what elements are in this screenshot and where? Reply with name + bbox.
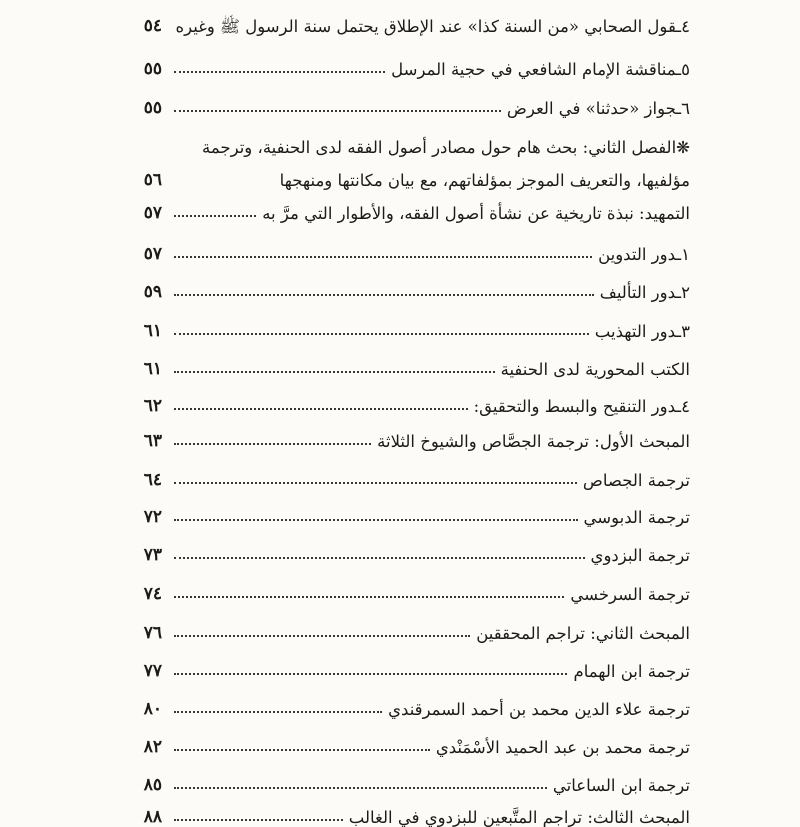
toc-entry — [168, 727, 690, 757]
toc-dot-leader — [174, 673, 567, 675]
toc-entry-title: ٥ـمناقشة الإمام الشافعي في حجية المرسل — [391, 59, 690, 79]
toc-entry — [168, 460, 690, 490]
toc-entry-title: المبحث الثاني: تراجم المحققين — [476, 623, 690, 643]
toc-entry-title: ٤ـقول الصحابي «من السنة كذا» عند الإطلاق يحتمل سنة الرسول ﷺ وغيره — [175, 16, 690, 36]
toc-entry — [168, 49, 690, 79]
toc-entry — [168, 421, 690, 451]
toc-entry-page-number: ٥٩ — [143, 282, 162, 302]
toc-dot-leader — [174, 482, 577, 484]
toc-entry-page-number: ٥٥ — [143, 59, 162, 79]
toc-entry — [110, 160, 690, 190]
toc-entry — [168, 272, 690, 302]
toc-dot-leader — [174, 71, 385, 73]
toc-entry — [168, 88, 690, 118]
toc-entry-page-number: ٥٧ — [143, 203, 162, 223]
toc-dot-leader — [174, 333, 589, 335]
toc-dot-leader — [174, 371, 495, 373]
toc-dot-leader — [174, 408, 468, 410]
toc-dot-leader — [174, 215, 256, 217]
toc-entry-page-number: ٨٢ — [143, 737, 162, 757]
toc-entry-page-number: ٥٦ — [143, 170, 162, 190]
toc-entry-page-number: ٦٣ — [143, 431, 162, 451]
toc-entry — [168, 574, 690, 604]
toc-entry-page-number: ٨٨ — [143, 807, 162, 827]
toc-entry-title: ❋الفصل الثاني: بحث هام حول مصادر أصول الفقه لدى الحنفية، وترجمة — [202, 137, 690, 157]
toc-entry-title: المبحث الثالث: تراجم المتَّبعين للبزدوي في الغالب — [348, 807, 690, 827]
toc-dot-leader — [174, 256, 592, 258]
toc-dot-leader — [174, 110, 501, 112]
toc-entry — [168, 765, 690, 795]
toc-entry — [168, 386, 690, 416]
toc-entry-title: ترجمة البزدوي — [590, 545, 690, 565]
toc-entry-title: ٢ـدور التأليف — [599, 282, 690, 302]
toc-entry — [168, 535, 690, 565]
toc-entry-title: ترجمة ابن الهمام — [573, 661, 690, 681]
toc-entry — [168, 234, 690, 264]
toc-dot-leader — [174, 711, 382, 713]
toc-dot-leader — [174, 443, 371, 445]
toc-entry — [168, 311, 690, 341]
toc-entry-title: ترجمة السرخسي — [570, 584, 690, 604]
toc-entry — [168, 651, 690, 681]
toc-dot-leader — [174, 819, 343, 821]
toc-entry-title: ترجمة علاء الدين محمد بن أحمد السمرقندي — [388, 699, 690, 719]
toc-entry-title: مؤلفيها، والتعريف الموجز بمؤلفاتهم، مع بيان مكانتها ومنهجها — [279, 170, 690, 190]
toc-entry-page-number: ٧٦ — [143, 623, 162, 643]
toc-dot-leader — [174, 294, 594, 296]
toc-entry-title: ٤ـدور التنقيح والبسط والتحقيق: — [473, 396, 690, 416]
toc-entry — [168, 613, 690, 643]
toc-entry-title: ترجمة ابن الساعاتي — [552, 775, 690, 795]
toc-entry-title: ١ـدور التدوين — [598, 244, 690, 264]
toc-entry-page-number: ٦٢ — [143, 396, 162, 416]
toc-entry-page-number: ٥٧ — [143, 244, 162, 264]
toc-entry-page-number: ٨٥ — [143, 775, 162, 795]
toc-entry — [168, 349, 690, 379]
toc-entry-page-number: ٦٤ — [143, 470, 162, 490]
toc-entry-page-number: ٨٠ — [143, 699, 162, 719]
toc-entry — [168, 689, 690, 719]
toc-entry-title: ٦ـجواز «حدثنا» في العرض — [506, 98, 690, 118]
toc-entry-page-number: ٧٧ — [143, 661, 162, 681]
toc-dot-leader — [174, 596, 564, 598]
toc-entry-page-number: ٧٢ — [143, 507, 162, 527]
toc-dot-leader — [174, 519, 578, 521]
toc-dot-leader — [174, 635, 470, 637]
toc-entry-title: التمهيد: نبذة تاريخية عن نشأة أصول الفقه، والأطوار التي مرَّ به — [262, 203, 690, 223]
toc-entry — [110, 6, 690, 36]
toc-entry-page-number: ٦١ — [143, 359, 162, 379]
toc-entry-title: ٣ـدور التهذيب — [594, 321, 690, 341]
toc-entry — [168, 497, 690, 527]
toc-entry — [168, 797, 690, 827]
toc-entry-title: المبحث الأول: ترجمة الجصَّاص والشيوخ الثلاثة — [377, 431, 690, 451]
toc-entry-page-number: ٦١ — [143, 321, 162, 341]
toc-entry-title: ترجمة الدبوسي — [583, 507, 690, 527]
toc-dot-leader — [174, 557, 585, 559]
toc-entry — [110, 127, 690, 157]
toc-dot-leader — [174, 749, 430, 751]
toc-entry-page-number: ٧٤ — [143, 584, 162, 604]
toc-entry-title: ترجمة محمد بن عبد الحميد الأسْمَنْدي — [435, 737, 690, 757]
toc-entry-title: الكتب المحورية لدى الحنفية — [500, 359, 690, 379]
toc-entry-title: ترجمة الجصاص — [582, 470, 690, 490]
toc-dot-leader — [174, 787, 547, 789]
toc-entry — [168, 193, 690, 223]
toc-entry-page-number: ٥٤ — [143, 16, 162, 36]
toc-entry-page-number: ٧٣ — [143, 545, 162, 565]
toc-entry-page-number: ٥٥ — [143, 98, 162, 118]
